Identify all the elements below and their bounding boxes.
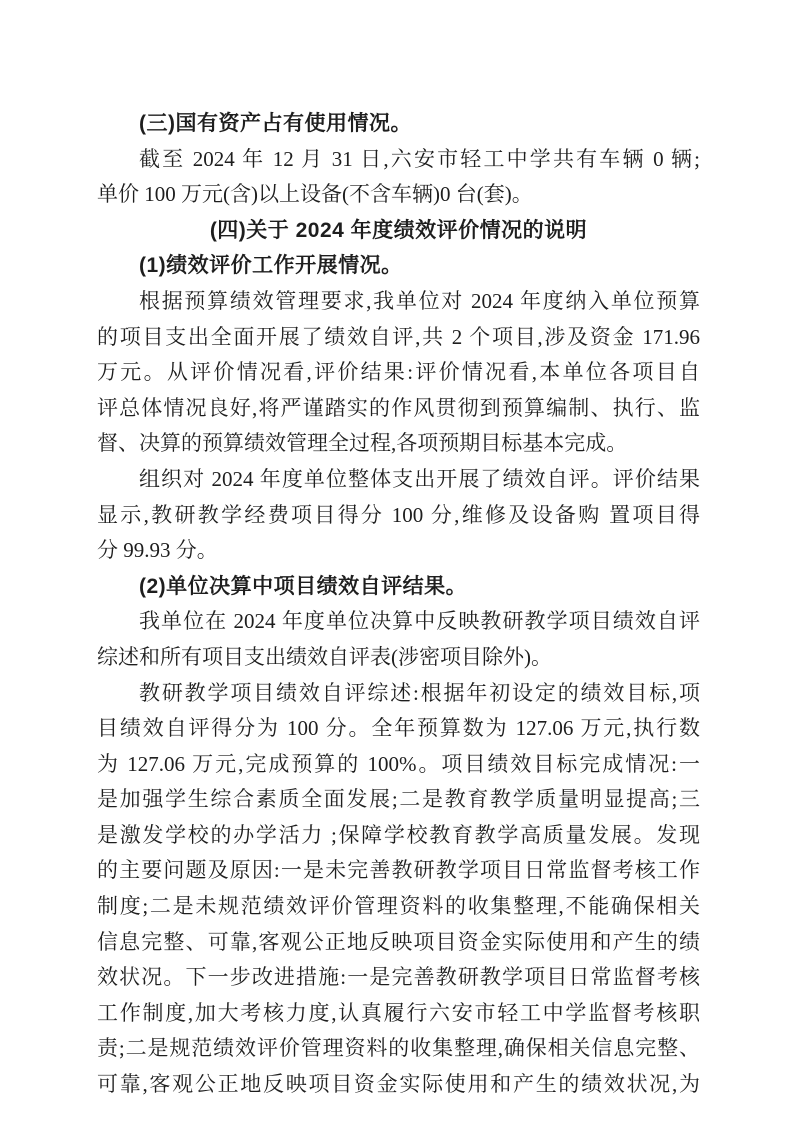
- paragraph-line: 为 127.06 万元,完成预算的 100%。项目绩效目标完成情况:一: [97, 751, 700, 776]
- paragraph-line: 目绩效自评得分为 100 分。全年预算数为 127.06 万元,执行数: [97, 716, 700, 741]
- paragraph-line: 我单位在 2024 年度单位决算中反映教研教学项目绩效自评: [139, 609, 700, 634]
- paragraph-line: 万元。从评价情况看,评价结果:评价情况看,本单位各项目自: [97, 360, 700, 385]
- paragraph-line: 可靠,客观公正地反映项目资金实际使用和产生的绩效状况,为: [97, 1072, 700, 1097]
- paragraph-line: 分 99.93 分。: [97, 538, 218, 563]
- paragraph-line: 效状况。下一步改进措施:一是完善教研教学项目日常监督考核: [97, 965, 700, 990]
- paragraph-line: 的主要问题及原因:一是未完善教研教学项目日常监督考核工作: [97, 858, 700, 883]
- paragraph-line: 组织对 2024 年度单位整体支出开展了绩效自评。评价结果: [139, 466, 700, 491]
- paragraph-line: 信息完整、可靠,客观公正地反映项目资金实际使用和产生的绩: [97, 929, 700, 954]
- paragraph-line: 督、决算的预算绩效管理全过程,各项预期目标基本完成。: [97, 431, 628, 456]
- paragraph-line: 截至 2024 年 12 月 31 日,六安市轻工中学共有车辆 0 辆;: [139, 146, 700, 171]
- section-heading: (2)单位决算中项目绩效自评结果。: [139, 574, 468, 598]
- paragraph-line: 的项目支出全面开展了绩效自评,共 2 个项目,涉及资金 171.96: [97, 324, 700, 349]
- paragraph-line: 根据预算绩效管理要求,我单位对 2024 年度纳入单位预算: [139, 288, 700, 313]
- document-content: [97, 106, 700, 1103]
- paragraph-line: 是激发学校的办学活力 ;保障学校教育教学高质量发展。发现: [97, 822, 700, 847]
- paragraph-line: 评总体情况良好,将严谨踏实的作风贯彻到预算编制、执行、监: [97, 395, 700, 420]
- section-heading: (1)绩效评价工作开展情况。: [139, 254, 403, 278]
- paragraph-line: 是加强学生综合素质全面发展;二是教育教学质量明显提高;三: [97, 787, 700, 812]
- section-heading: (三)国有资产占有使用情况。: [139, 112, 412, 135]
- paragraph-line: 工作制度,加大考核力度,认真履行六安市轻工中学监督考核职: [97, 1000, 700, 1025]
- paragraph-line: 综述和所有项目支出绩效自评表(涉密项目除外)。: [97, 644, 552, 669]
- paragraph-line: 制度;二是未规范绩效评价管理资料的收集整理,不能确保相关: [97, 894, 700, 919]
- section-heading: (四)关于 2024 年度绩效评价情况的说明: [209, 218, 588, 242]
- paragraph-line: 显示,教研教学经费项目得分 100 分,维修及设备购 置项目得: [97, 502, 700, 527]
- paragraph-line: 责;二是规范绩效评价管理资料的收集整理,确保相关信息完整、: [97, 1036, 700, 1061]
- paragraph-line: 单价 100 万元(含)以上设备(不含车辆)0 台(套)。: [97, 182, 533, 207]
- paragraph-line: 教研教学项目绩效自评综述:根据年初设定的绩效目标,项: [139, 680, 700, 705]
